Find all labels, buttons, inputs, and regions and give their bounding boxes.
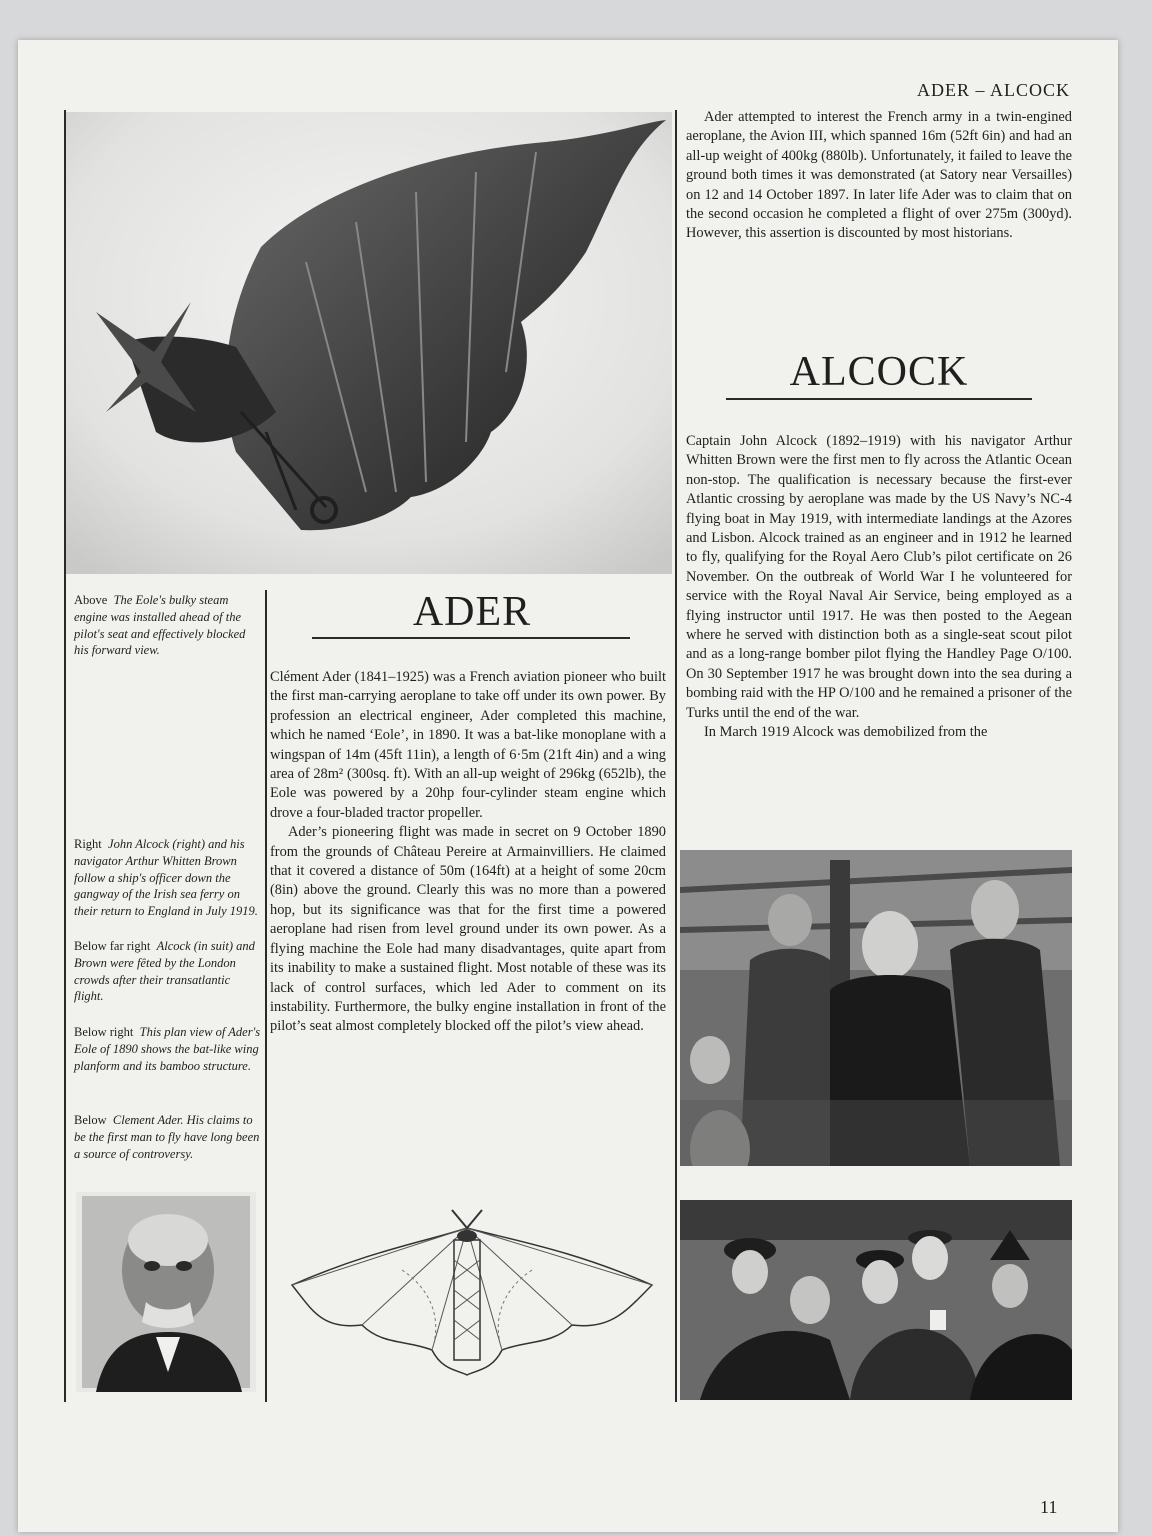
eole-photo	[66, 112, 672, 574]
caption-lead: Above	[74, 593, 108, 607]
caption-eole	[74, 592, 262, 659]
gangway-photo	[680, 850, 1072, 1166]
caption-text: Clement Ader. His claims to be the first man to fly have long been a source of controversy.	[74, 1113, 260, 1161]
caption-lead: Below	[74, 1113, 107, 1127]
ader-article	[270, 668, 666, 1037]
ader-paragraph-2: Ader’s pioneering flight was made in secret on 9 October 1890 from the grounds of Château Pereire at Armainvilliers. He claimed that it covered a distance of 50m (164ft) at a height of some 20cm (8in) above the ground. Clearly this was no more than a powered hop, but its significance was that for the first time a powered aeroplane had risen from level ground under its own power. As a flying machine the Eole had many disadvantages, quite apart from its inability to make a sustained flight. Most notable of these was its lack of control surfaces, which led Ader to comment on its instability. Furthermore, the bulky engine installation in front of the pilot’s seat almost completely blocked off the pilot’s view ahead.	[270, 824, 666, 1035]
alcock-paragraph-2: In March 1919 Alcock was demobilized from the	[704, 724, 988, 741]
caption-plan	[74, 1024, 262, 1074]
running-head: ADER – ALCOCK	[916, 80, 1070, 100]
caption-crowd	[74, 938, 262, 1005]
page-number: 11	[1040, 1497, 1058, 1517]
caption-text: Alcock (in suit) and Brown were fêted by the London crowds after their transatlantic flight.	[74, 939, 255, 1004]
ader-paragraph-1: Clément Ader (1841–1925) was a French aviation pioneer who built the first man-carrying aeroplane to take off under its own power. By profession an electrical engineer, Ader completed this machine, which he named ‘Eole’, in 1890. It was a bat-like monoplane with a wingspan of 14m (45ft 11in), a length of 6·5m (21ft 4in) and a wing area of 28m² (300sq. ft). With an all-up weight of 296kg (652lb), the Eole was powered by a 20hp four-cylinder steam engine which drove a four-bladed tractor propeller.	[270, 669, 666, 821]
alcock-heading-rule	[726, 398, 1032, 400]
column-rule-center	[675, 110, 677, 1402]
crowd-photo	[680, 1200, 1072, 1400]
alcock-heading: ALCOCK	[789, 349, 969, 395]
alcock-paragraph-1: Captain John Alcock (1892–1919) with his navigator Arthur Whitten Brown were the first men to fly across the Atlantic Ocean non-stop. The qualification is necessary because the first-ever Atlantic crossing by aeroplane was made by the US Navy’s NC-4 flying boat in May 1919, with intermediate landings at the Azores and Lisbon. Alcock trained as an engineer and in 1912 he learned to fly, qualifying for the Royal Aero Club’s pilot certificate on 26 November. On the outbreak of World War I he volunteered for service with the Royal Naval Air Service, being employed as a flying instructor until 1917. He was then posted to the Aegean where he served with distinction both as a single-seat scout pilot and as a long-range bomber pilot flying the Handley Page O/100. On 30 September 1917 he was brought down into the sea during a bombing raid with the HP O/100 and he remained a prisoner of the Turks until the end of the war.	[686, 433, 1072, 721]
ader-heading-rule	[312, 637, 630, 639]
column-rule-left	[265, 590, 267, 1402]
ader-heading: ADER	[412, 589, 532, 635]
caption-lead: Right	[74, 837, 102, 851]
caption-text: John Alcock (right) and his navigator Arthur Whitten Brown follow a ship's officer down the gangway of the Irish sea ferry on their return to England in July 1919.	[74, 837, 258, 919]
eole-plan-drawing	[282, 1200, 662, 1400]
caption-portrait	[74, 1112, 262, 1162]
caption-lead: Below right	[74, 1025, 134, 1039]
caption-lead: Below far right	[74, 939, 151, 953]
ader-portrait-photo	[76, 1192, 256, 1392]
ader-continued-article	[686, 108, 1072, 244]
ader-continued-paragraph: Ader attempted to interest the French army in a twin-engined aeroplane, the Avion III, which spanned 16m (52ft 6in) and had an all-up weight of 400kg (880lb). Unfortunately, it failed to leave the ground both times it was demonstrated (at Satory near Versailles) on 12 and 14 October 1897. In later life Ader was to claim that on the second occasion he completed a flight of over 275m (300yd). However, this assertion is discounted by most historians.	[686, 109, 1072, 242]
caption-text: The Eole's bulky steam engine was installed ahead of the pilot's seat and effectively blocked his forward view.	[74, 593, 246, 658]
caption-text: This plan view of Ader's Eole of 1890 shows the bat-like wing planform and its bamboo structure.	[74, 1025, 261, 1073]
caption-gangway	[74, 836, 262, 920]
alcock-article	[686, 432, 1072, 743]
